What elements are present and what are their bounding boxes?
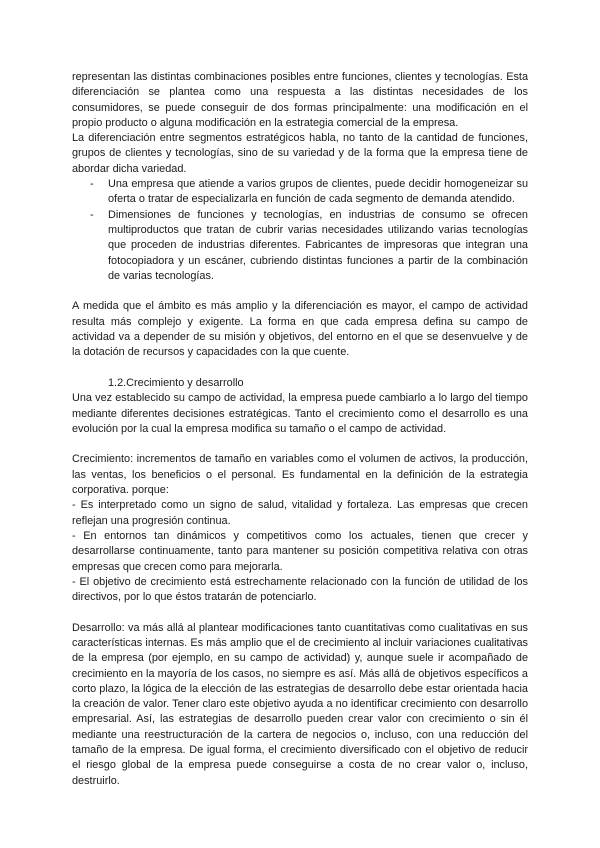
spacer — [72, 605, 528, 620]
intro-paragraph-1: representan las distintas combinaciones posibles entre funciones, clientes y tecnologías. Esta diferenciación se plantea como una respuesta a las distintas necesidades de los consumidores, se puede conseguir de dos formas principalmente: una modificación en el propio producto o alguna modificación en la estrategia comercial de la empresa. — [72, 71, 528, 129]
list-item-text: Dimensiones de funciones y tecnologías, en industrias de consumo se ofrecen multiproductos que tratan de cubrir varias necesidades utilizando varias tecnologías que proceden de industrias diferentes. Fabricantes de impresoras que integran una fotocopiadora y un escáner, cubriendo distintas funciones a partir de la combinación de varias tecnologías. — [108, 208, 528, 282]
spacer — [72, 437, 528, 452]
intro-paragraph-2: La diferenciación entre segmentos estratégicos habla, no tanto de la cantidad de funciones, grupos de clientes y tecnologías, sino de su variedad y de la forma que la empresa tiene de abordar dicha variedad. — [72, 132, 528, 175]
document-page — [72, 70, 528, 789]
crecimiento-paragraph: Crecimiento: incrementos de tamaño en variables como el volumen de activos, la producción, las ventas, los beneficios o el personal. Es fundamental en la definición de la estrategia corporativa. porque: — [72, 453, 528, 497]
section-paragraph: Una vez establecido su campo de actividad, la empresa puede cambiarlo a lo largo del tiempo mediante diferentes decisiones estratégicas. Tanto el crecimiento como el desarrollo es una evolución por la cual la empresa modifica su tamaño o el campo de actividad. — [72, 392, 528, 435]
list-item — [72, 177, 528, 208]
bullet-dash: - — [90, 178, 94, 191]
crecimiento-item: - Es interpretado como un signo de salud, vitalidad y fortaleza. Las empresas que crecen reflejan una progresión continua. — [72, 499, 528, 527]
bullet-list — [72, 177, 528, 284]
crecimiento-item: - En entornos tan dinámicos y competitivos como los actuales, tienen que crecer y desarrollarse continuamente, tanto para mantener su posición competitiva relativa con otras empresas que crecen como para mejorarla. — [72, 529, 528, 573]
spacer — [72, 361, 528, 376]
ambito-paragraph: A medida que el ámbito es más amplio y la diferenciación es mayor, el campo de actividad resulta más complejo y exigente. La forma en que cada empresa defina su campo de actividad va a depender de su misión y objetivos, del entorno en el que se desenvuelve y de la dotación de recursos y capacidades con la que cuente. — [72, 300, 528, 359]
spacer — [72, 284, 528, 299]
section-heading: 1.2.Crecimiento y desarrollo — [108, 376, 244, 389]
list-item-text: Una empresa que atiende a varios grupos de clientes, puede decidir homogeneizar su oferta o tratar de especializarla en función de cada segmento de demanda atendido. — [108, 178, 528, 206]
list-item — [72, 208, 528, 284]
bullet-dash: - — [90, 208, 94, 221]
crecimiento-item: - El objetivo de crecimiento está estrechamente relacionado con la función de utilidad de los directivos, por lo que éstos tratarán de potenciarlo. — [72, 575, 528, 604]
desarrollo-paragraph: Desarrollo: va más allá al plantear modificaciones tanto cuantitativas como cualitativas en sus características internas. Es más amplio que el de crecimiento al incluir variaciones cualitativas de la empresa (por ejemplo, en su campo de actividad) y, aunque suele ir acompañado de crecimiento en la mayoría de los casos, no siempre es así. Más allá de objetivos específicos a corto plazo, la lógica de la elección de las estrategias de desarrollo debe estar orientada hacia la creación de valor. Tener claro este objetivo ayuda a no identificar crecimiento con desarrollo empresarial. Así, las estrategias de desarrollo pueden crear valor con crecimiento o sin él mediante una reestructuración de la cartera de negocios o, incluso, con una reducción del tamaño de la empresa. De igual forma, el crecimiento diversificado con el objetivo de reducir el riesgo global de la empresa puede conseguirse a costa de no crear valor o, incluso, destruirlo. — [72, 621, 528, 787]
